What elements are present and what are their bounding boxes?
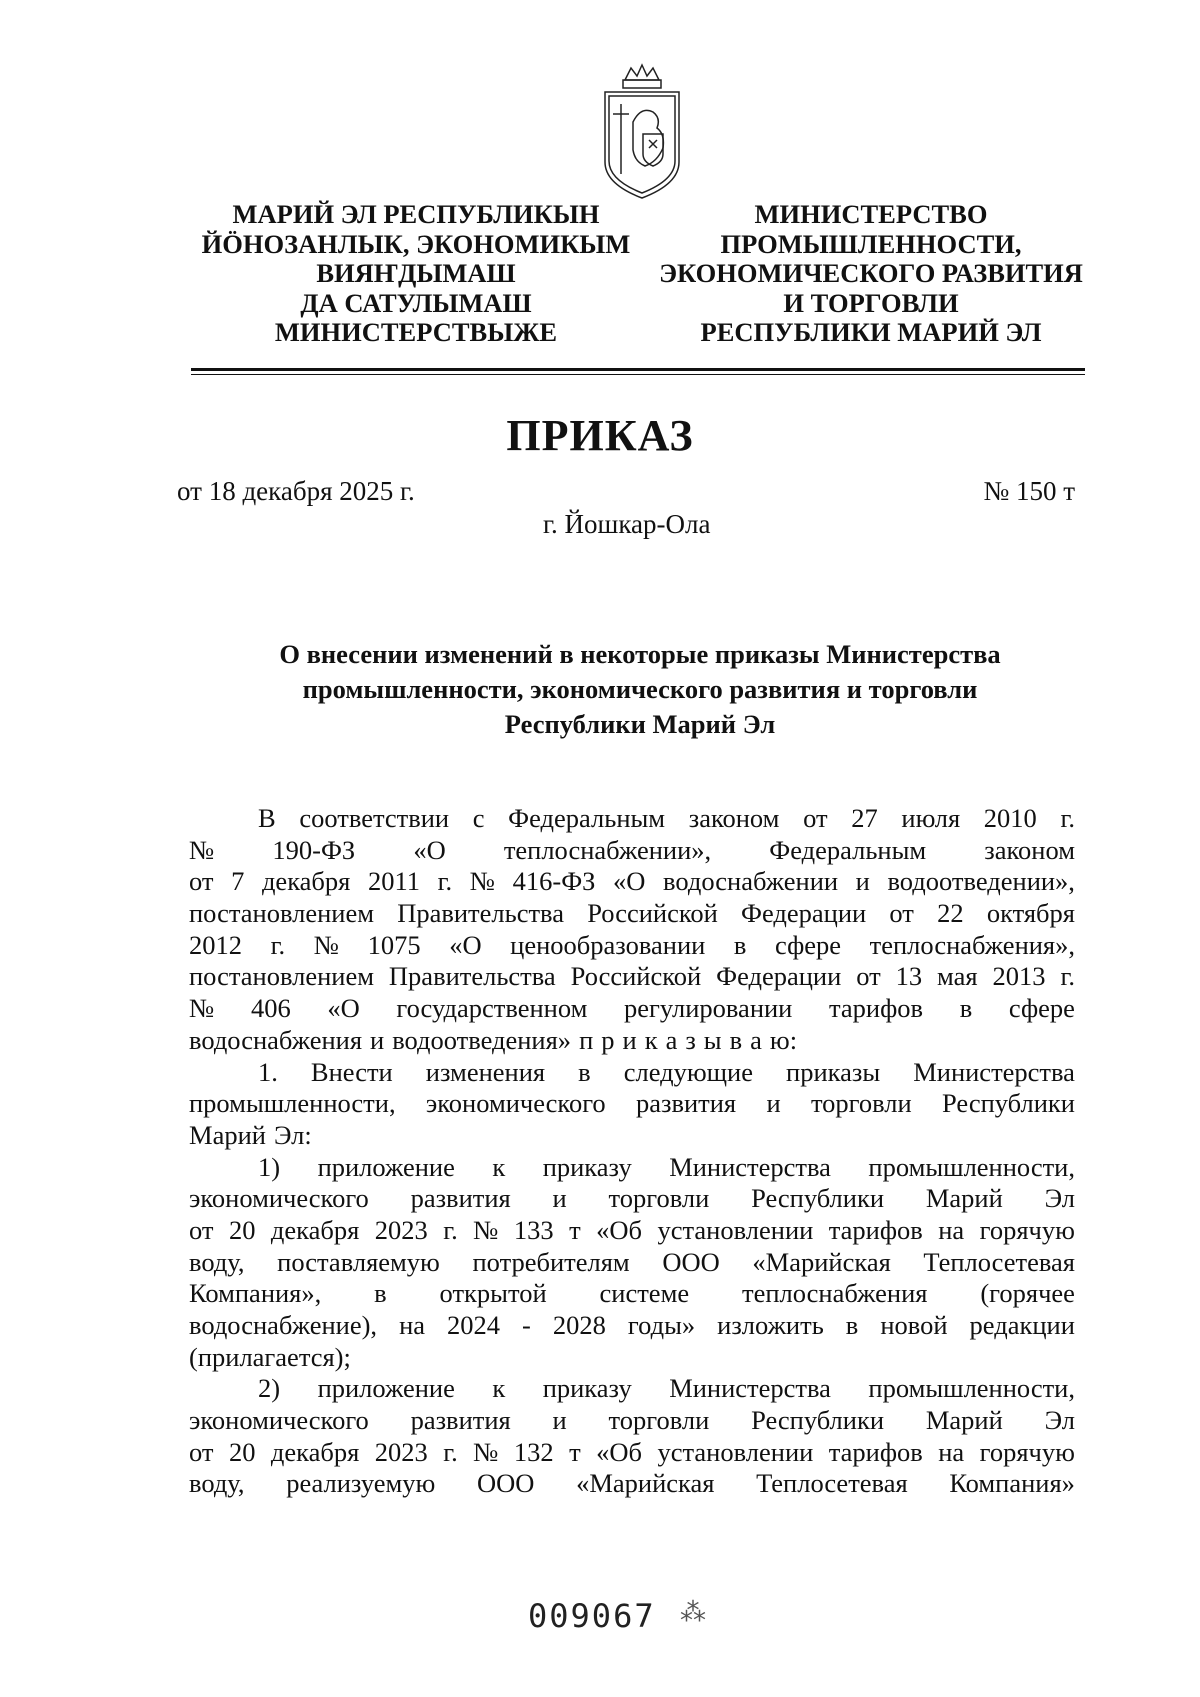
- body-line: постановлением Правительства Российской Федерации от 22 октября: [189, 898, 1075, 929]
- header-left-line: МИНИСТЕРСТВЫЖЕ: [274, 317, 558, 347]
- body-line: постановлением Правительства Российской Федерации от 13 мая 2013 г.: [189, 961, 1075, 992]
- body-line: Марий Эл:: [189, 1119, 312, 1150]
- header-right-line: РЕСПУБЛИКИ МАРИЙ ЭЛ: [700, 317, 1042, 347]
- body-line: промышленности, экономического развития и торговли Республики: [189, 1088, 1075, 1119]
- header-left-line: МАРИЙ ЭЛ РЕСПУБЛИКЫН: [232, 199, 600, 229]
- coat-of-arms-icon: [597, 62, 687, 208]
- header-left-line: ДА САТУЛЫМАШ: [300, 287, 532, 318]
- document-subject: [180, 637, 1100, 742]
- header-right-line: И ТОРГОВЛИ: [783, 287, 959, 318]
- body-line: водоснабжение), на 2024 - 2028 годы» изложить в новой редакции: [189, 1310, 1075, 1340]
- header-right-line: ПРОМЫШЛЕННОСТИ,: [720, 228, 1022, 259]
- body-line: 1) приложение к приказу Министерства промышленности,: [258, 1151, 1075, 1182]
- header-divider-thick: [191, 368, 1085, 371]
- body-line: № 406 «О государственном регулировании тарифов в сфере: [189, 993, 1075, 1024]
- header-right-line: МИНИСТЕРСТВО: [754, 199, 988, 229]
- subject-line: О внесении изменений в некоторые приказы Министерства: [279, 639, 1001, 669]
- body-line: (прилагается);: [189, 1341, 351, 1372]
- body-line: от 20 декабря 2023 г. № 132 т «Об установлении тарифов на горячую: [189, 1436, 1075, 1467]
- body-line: 2012 г. № 1075 «О ценообразовании в сфере теплоснабжения»,: [189, 929, 1075, 960]
- header-right: [648, 200, 1094, 348]
- body-line: экономического развития и торговли Республики Марий Эл: [189, 1183, 1075, 1214]
- body-line: воду, поставляемую потребителям ООО «Марийская Теплосетевая: [189, 1246, 1075, 1277]
- body-line: экономического развития и торговли Республики Марий Эл: [189, 1405, 1075, 1436]
- body-line: № 190-ФЗ «О теплоснабжении», Федеральным законом: [189, 834, 1075, 865]
- body-line: воду, реализуемую ООО «Марийская Теплосетевая Компания»: [189, 1468, 1075, 1499]
- document-date: от 18 декабря 2025 г.: [177, 476, 415, 506]
- document-title: ПРИКАЗ: [506, 411, 694, 460]
- document-city: г. Йошкар-Ола: [543, 509, 711, 539]
- body-line: водоснабжения и водоотведения» п р и к а з ы в а ю:: [189, 1024, 798, 1055]
- header-right-line: ЭКОНОМИЧЕСКОГО РАЗВИТИЯ: [659, 258, 1083, 288]
- body-line: от 7 декабря 2011 г. № 416-ФЗ «О водоснабжении и водоотведении»,: [189, 866, 1075, 897]
- header-left-line: ВИЯҤДЫМАШ: [316, 258, 516, 288]
- header-left: [182, 200, 650, 348]
- header-divider-thin: [191, 374, 1085, 375]
- asterism-icon: ⁂: [680, 1598, 706, 1628]
- body-line: Компания», в открытой системе теплоснабжения (горячее: [189, 1278, 1075, 1309]
- subject-line: Республики Марий Эл: [504, 709, 776, 739]
- header-left-line: ЙӦНОЗАНЛЫК, ЭКОНОМИКЫМ: [201, 228, 631, 259]
- body-line: от 20 декабря 2023 г. № 133 т «Об установлении тарифов на горячую: [189, 1214, 1075, 1245]
- document-body: [189, 803, 1075, 1500]
- serial-number: 009067: [528, 1597, 656, 1635]
- subject-line: промышленности, экономического развития и торговли: [302, 674, 978, 704]
- document-number: № 150 т: [983, 476, 1075, 506]
- body-line: 2) приложение к приказу Министерства промышленности,: [258, 1373, 1075, 1404]
- body-line: 1. Внести изменения в следующие приказы Министерства: [258, 1056, 1075, 1087]
- body-line: В соответствии с Федеральным законом от 27 июля 2010 г.: [258, 803, 1075, 833]
